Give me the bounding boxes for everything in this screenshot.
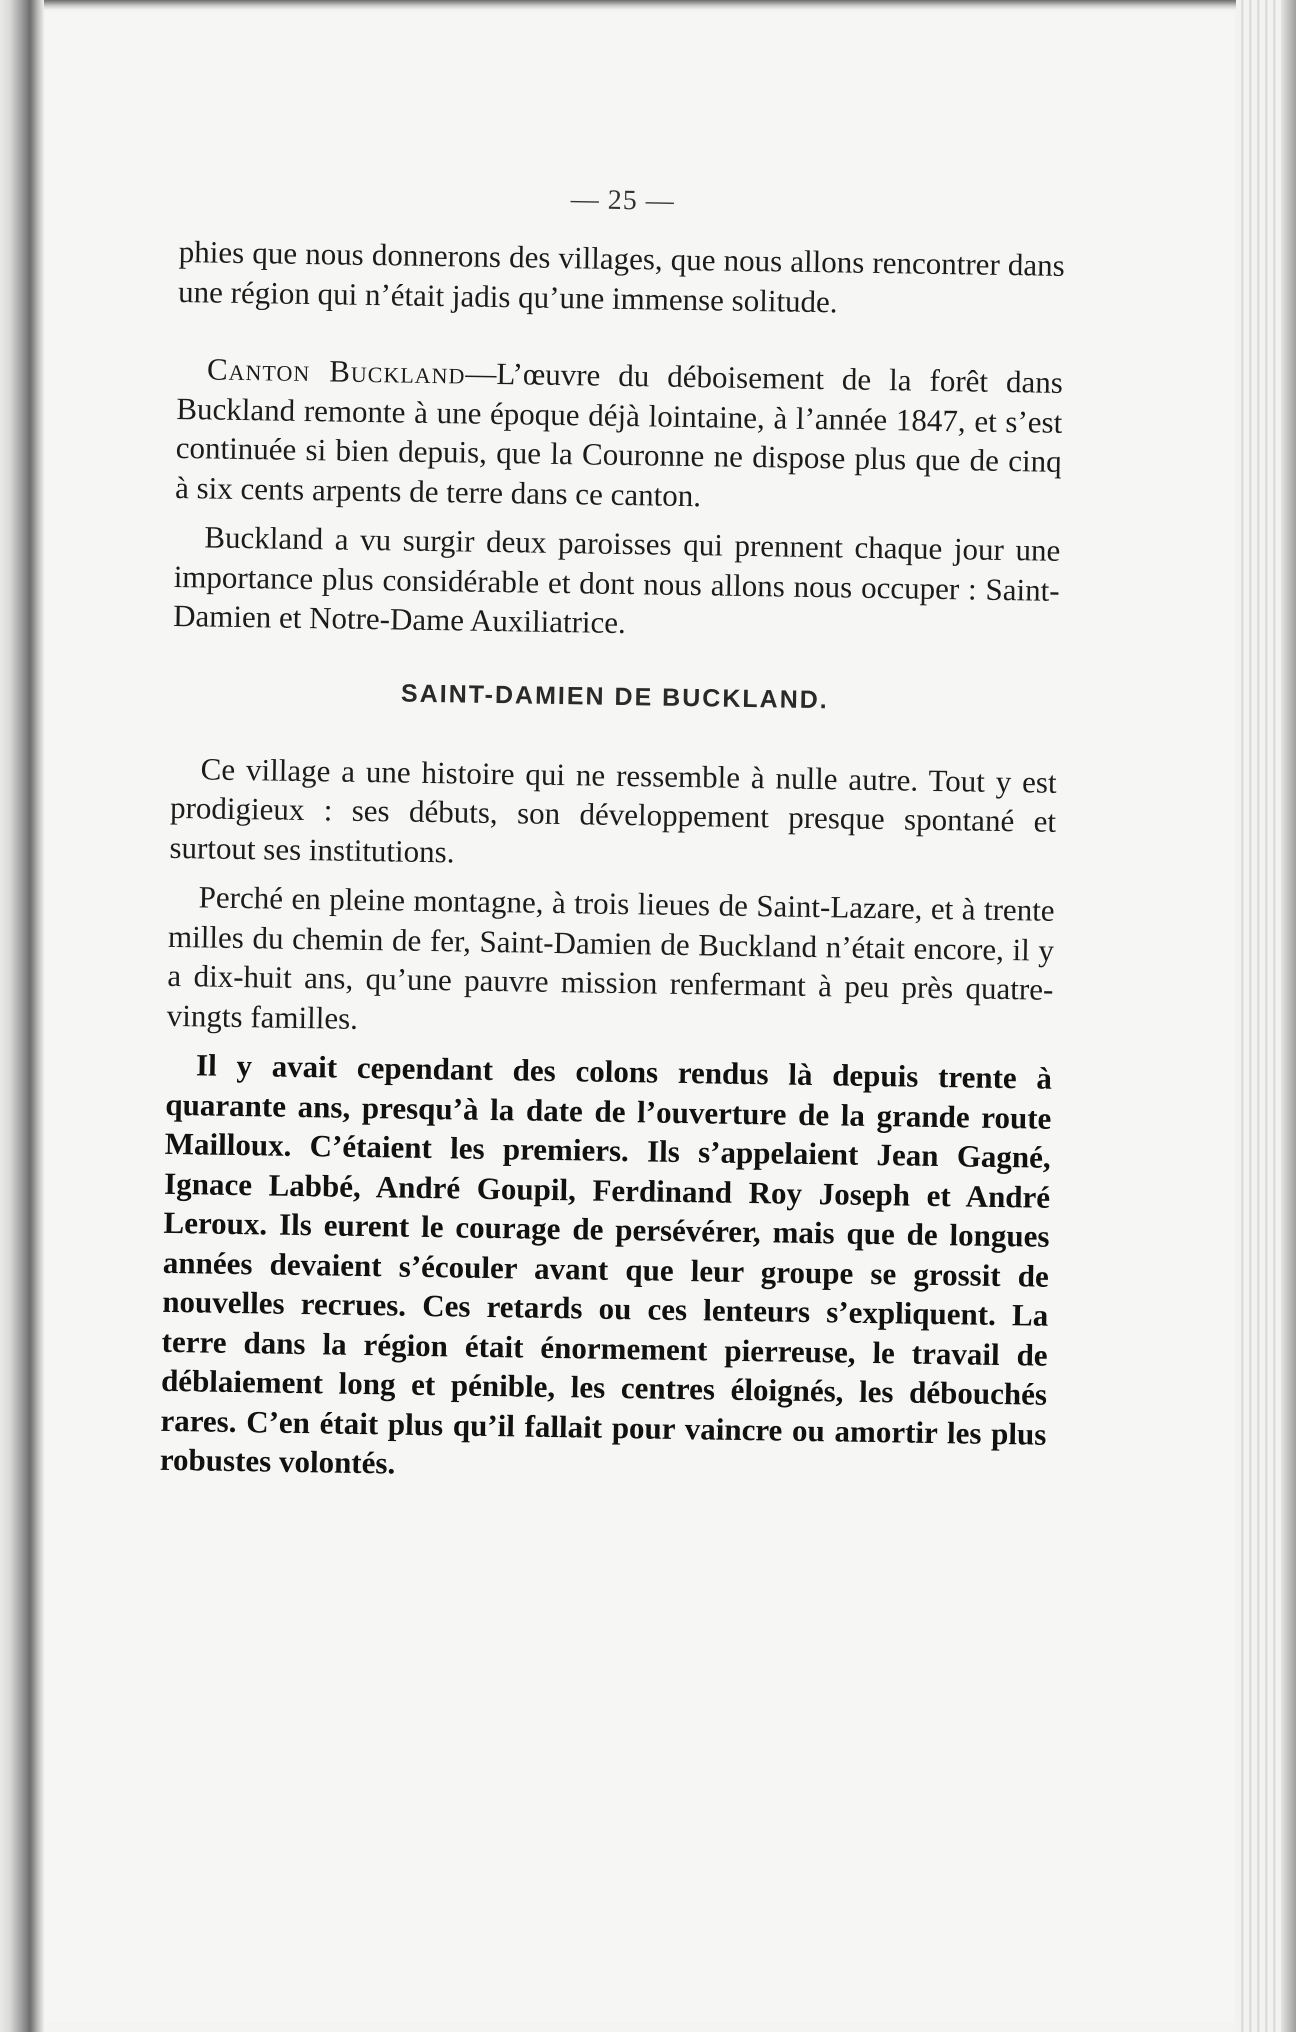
page-text-block [160, 178, 1066, 1493]
book-spine-shadow [0, 0, 44, 2032]
scan-top-edge [0, 0, 1296, 10]
canton-heading-inline: Canton Buckland [206, 351, 466, 391]
paragraph-continuation: phies que nous donnerons des villages, que nous allons rencontrer dans une région qui n’était jadis qu’une immense solitude. [177, 233, 1066, 319]
paragraph-canton-buckland [175, 349, 1063, 521]
book-page [46, 12, 1234, 2022]
canton-paragraph-text: —L’œuvre du déboisement de la forêt dans Buckland remonte à une époque déjà lointaine, à l’année 1847, et s’est continuée si bien depuis, que la Couronne ne dispose plus que de cinq à six cents arpents de terre dans ce canton. [174, 355, 1064, 513]
page-stack-edge [1236, 0, 1296, 2032]
paragraph-mountain-location: Perché en pleine montagne, à trois lieues de Saint-Lazare, et à trente milles du chemin de fer, Saint-Damien de Buckland n’était encore, il y a dix-huit ans, qu’une pauvre mission renfermant à peu près quatre-vingts familles. [166, 879, 1055, 1036]
paragraph-parishes: Buckland a vu surgir deux paroisses qui prennent chaque jour une importance plus considérable et dont nous allons nous occuper : Saint-Damien et Notre-Dame Auxiliatrice. [172, 519, 1061, 641]
section-heading: SAINT-DAMIEN DE BUCKLAND. [400, 679, 829, 714]
page-number: — 25 — [570, 184, 675, 217]
paragraph-village-history: Ce village a une histoire qui ne ressemble à nulle autre. Tout y est prodigieux : ses débuts, son développement presque spontané et surtout ses institutions. [169, 750, 1057, 869]
paragraph-first-colons: Il y avait cependant des colons rendus là depuis trente à quarante ans, presqu’à la date de l’ouverture de la grande route Mailloux. C’étaient les premiers. Ils s’appelaient Jean Gagné, Ignace Labbé, André Goupil, Ferdinand Roy Joseph et André Leroux. Ils eurent le courage de persévérer, mais que de longues années devaient s’écouler avant que leur groupe se grossit de nouvelles recrues. Ces retards ou ces lenteurs s’expliquent. La terre dans la région était énormement pierreuse, le travail de déblaiement long et pénible, les centres éloignés, les débouchés rares. C’en était plus qu’il fallait pour vaincre ou amortir les plus robustes volontés. [159, 1047, 1053, 1481]
